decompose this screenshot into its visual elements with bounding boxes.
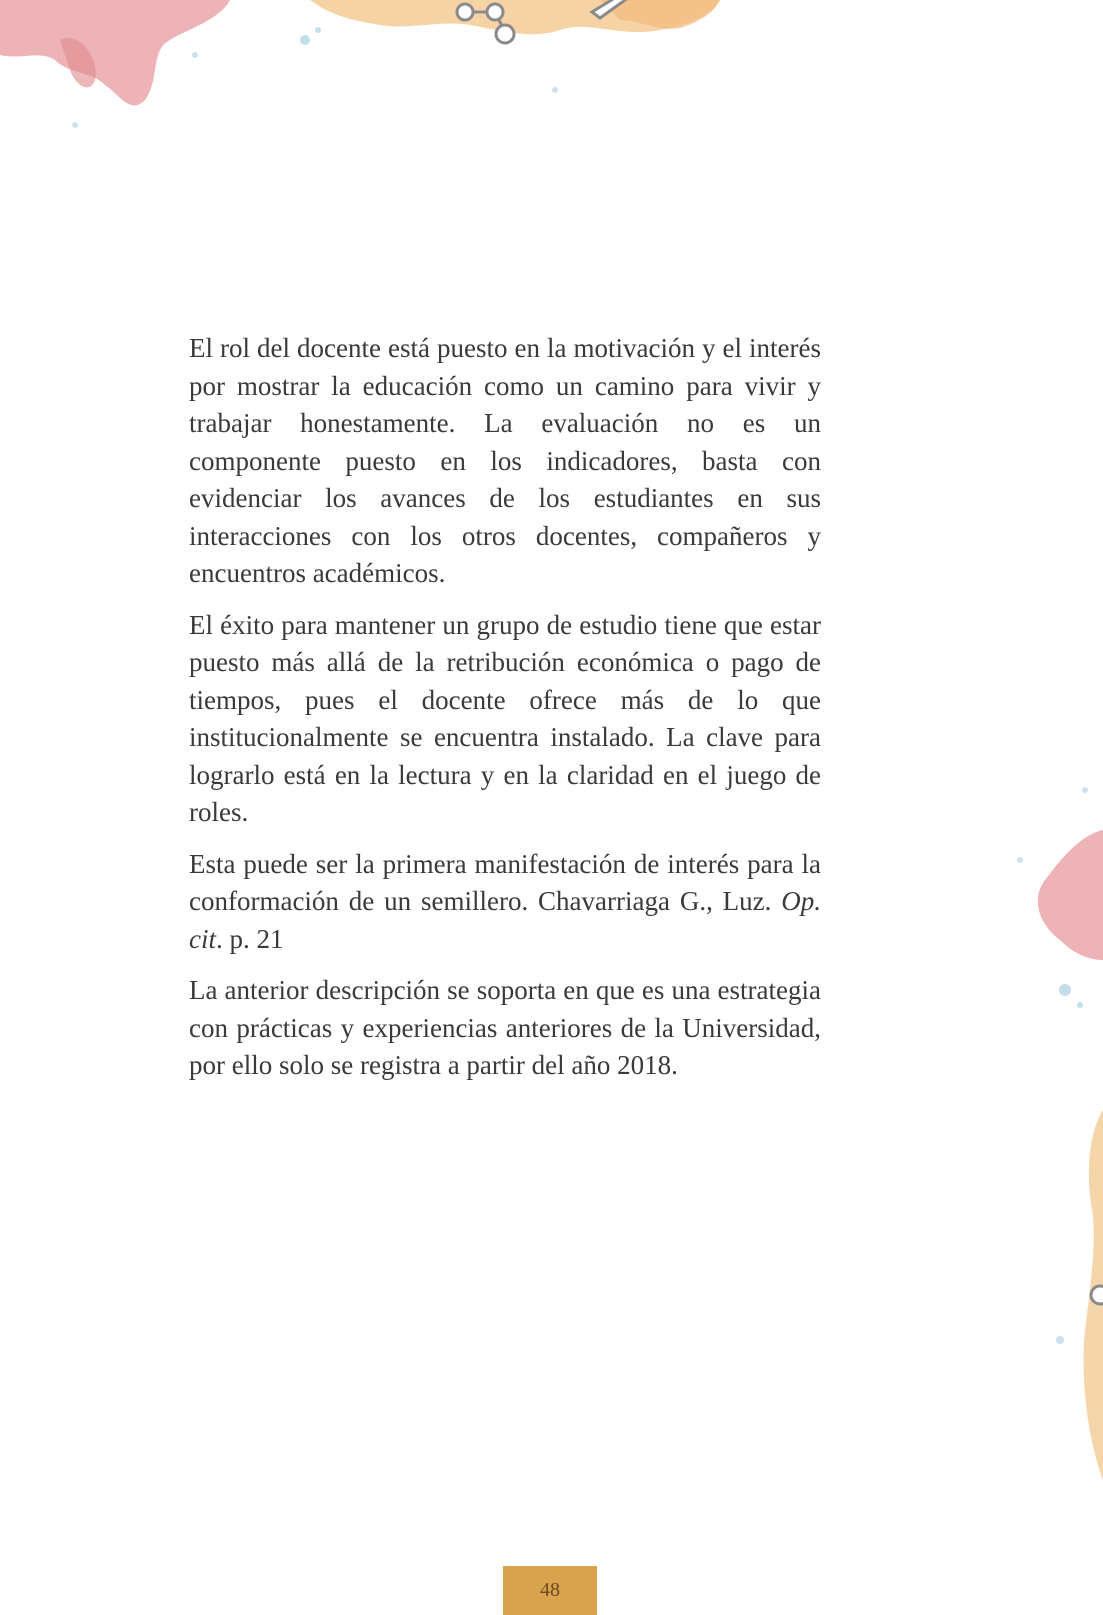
paragraph-2: El éxito para mantener un grupo de estudio tiene que estar puesto más allá de la retribución económica o pago de tiempos, pues el docente ofrece más de lo que institucionalmente se encuentra instalado. La clave para lograrlo está en la lectura y en la claridad en el juego de roles. xyxy=(189,609,821,827)
citation-italic: Op. cit xyxy=(189,886,821,954)
molecule-icon xyxy=(457,4,514,43)
paragraph-3 xyxy=(189,846,821,959)
citation-page: . p. 21 xyxy=(216,923,284,954)
test-tube-icon xyxy=(592,0,625,18)
paragraph-1: El rol del docente está puesto en la motivación y el interés por mostrar la educación como un camino para vivir y trabajar honestamente. La evaluación no es un componente puesto en los indicadores, basta con evidenciar los avances de los estudiantes en sus interacciones con los otros docentes, compañeros y encuentros académicos. xyxy=(189,333,821,588)
page-number: 48 xyxy=(503,1566,597,1615)
quote-text: Esta puede ser la primera manifestación de interés para la conformación de un semillero. Chavarriaga G., Luz. xyxy=(189,848,821,916)
paragraph-4: La anterior descripción se soporta en que es una estrategia con prácticas y experiencias anteriores de la Universidad, por ello solo se registra a partir del año 2018. xyxy=(189,975,821,1080)
body-text xyxy=(189,330,821,1099)
